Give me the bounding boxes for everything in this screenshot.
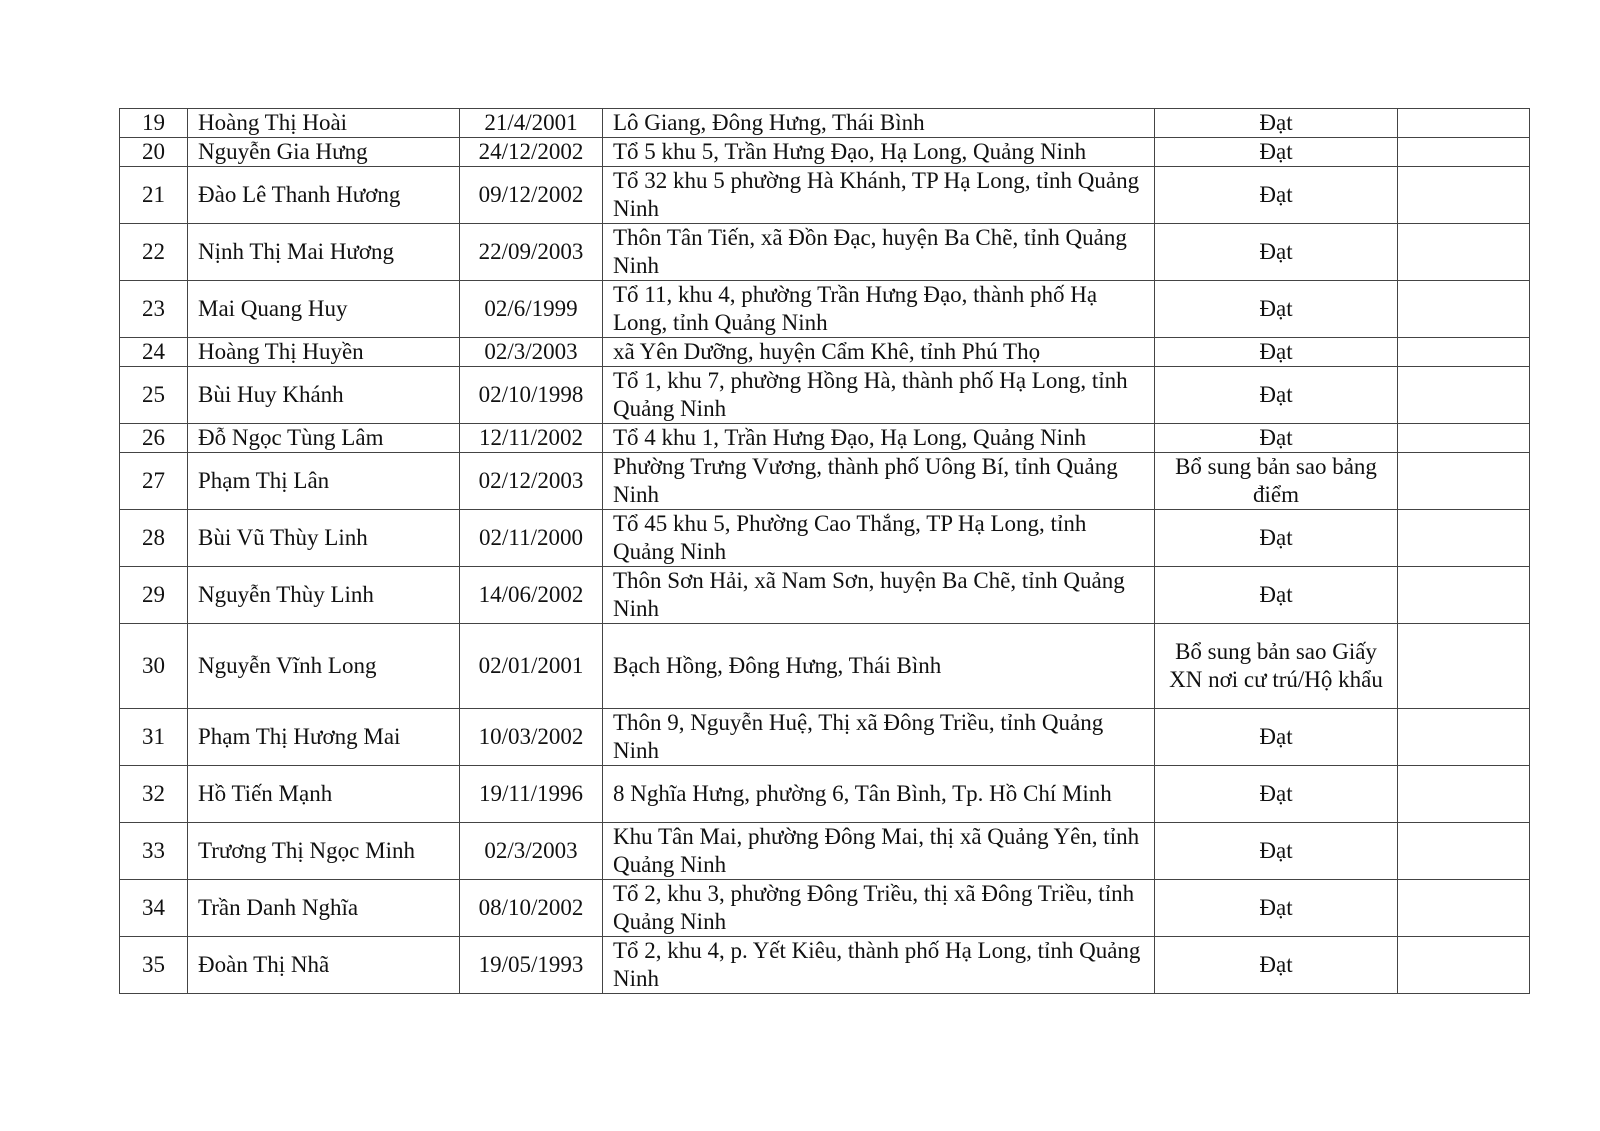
row-number: 23 — [120, 281, 188, 338]
date-of-birth: 02/01/2001 — [460, 624, 603, 709]
row-number: 33 — [120, 823, 188, 880]
address: Tổ 45 khu 5, Phường Cao Thắng, TP Hạ Long, tỉnh Quảng Ninh — [603, 510, 1155, 567]
note — [1398, 281, 1530, 338]
date-of-birth: 02/3/2003 — [460, 823, 603, 880]
date-of-birth: 02/3/2003 — [460, 338, 603, 367]
result: Đạt — [1155, 823, 1398, 880]
result: Đạt — [1155, 109, 1398, 138]
date-of-birth: 12/11/2002 — [460, 424, 603, 453]
date-of-birth: 02/6/1999 — [460, 281, 603, 338]
row-number: 24 — [120, 338, 188, 367]
note — [1398, 424, 1530, 453]
row-number: 22 — [120, 224, 188, 281]
note — [1398, 624, 1530, 709]
row-number: 25 — [120, 367, 188, 424]
full-name: Trần Danh Nghĩa — [188, 880, 460, 937]
row-number: 19 — [120, 109, 188, 138]
result: Đạt — [1155, 510, 1398, 567]
table-row — [120, 424, 1530, 453]
full-name: Hoàng Thị Huyền — [188, 338, 460, 367]
address: Thôn 9, Nguyễn Huệ, Thị xã Đông Triều, tỉnh Quảng Ninh — [603, 709, 1155, 766]
note — [1398, 937, 1530, 994]
full-name: Đoàn Thị Nhã — [188, 937, 460, 994]
date-of-birth: 09/12/2002 — [460, 167, 603, 224]
result: Đạt — [1155, 167, 1398, 224]
address: Tổ 5 khu 5, Trần Hưng Đạo, Hạ Long, Quảng Ninh — [603, 138, 1155, 167]
full-name: Phạm Thị Hương Mai — [188, 709, 460, 766]
table-row — [120, 281, 1530, 338]
table-row — [120, 937, 1530, 994]
table-row — [120, 167, 1530, 224]
date-of-birth: 14/06/2002 — [460, 567, 603, 624]
address: Lô Giang, Đông Hưng, Thái Bình — [603, 109, 1155, 138]
full-name: Bùi Huy Khánh — [188, 367, 460, 424]
table-row — [120, 338, 1530, 367]
row-number: 28 — [120, 510, 188, 567]
date-of-birth: 02/12/2003 — [460, 453, 603, 510]
table-row — [120, 510, 1530, 567]
date-of-birth: 02/10/1998 — [460, 367, 603, 424]
full-name: Hoàng Thị Hoài — [188, 109, 460, 138]
result: Đạt — [1155, 138, 1398, 167]
table-row — [120, 567, 1530, 624]
date-of-birth: 08/10/2002 — [460, 880, 603, 937]
full-name: Nguyễn Vĩnh Long — [188, 624, 460, 709]
note — [1398, 823, 1530, 880]
address: Tổ 2, khu 4, p. Yết Kiêu, thành phố Hạ Long, tỉnh Quảng Ninh — [603, 937, 1155, 994]
date-of-birth: 10/03/2002 — [460, 709, 603, 766]
full-name: Hồ Tiến Mạnh — [188, 766, 460, 823]
table-row — [120, 138, 1530, 167]
result: Đạt — [1155, 937, 1398, 994]
result: Đạt — [1155, 880, 1398, 937]
table-row — [120, 224, 1530, 281]
address: 8 Nghĩa Hưng, phường 6, Tân Bình, Tp. Hồ Chí Minh — [603, 766, 1155, 823]
row-number: 20 — [120, 138, 188, 167]
note — [1398, 766, 1530, 823]
candidate-table — [119, 108, 1530, 994]
note — [1398, 510, 1530, 567]
address: Thôn Tân Tiến, xã Đồn Đạc, huyện Ba Chẽ, tỉnh Quảng Ninh — [603, 224, 1155, 281]
address: Tổ 4 khu 1, Trần Hưng Đạo, Hạ Long, Quảng Ninh — [603, 424, 1155, 453]
result: Đạt — [1155, 567, 1398, 624]
date-of-birth: 21/4/2001 — [460, 109, 603, 138]
table-row — [120, 709, 1530, 766]
result: Đạt — [1155, 224, 1398, 281]
row-number: 29 — [120, 567, 188, 624]
address: Bạch Hồng, Đông Hưng, Thái Bình — [603, 624, 1155, 709]
date-of-birth: 19/11/1996 — [460, 766, 603, 823]
row-number: 32 — [120, 766, 188, 823]
result: Đạt — [1155, 709, 1398, 766]
date-of-birth: 19/05/1993 — [460, 937, 603, 994]
full-name: Nguyễn Gia Hưng — [188, 138, 460, 167]
row-number: 30 — [120, 624, 188, 709]
note — [1398, 567, 1530, 624]
date-of-birth: 24/12/2002 — [460, 138, 603, 167]
full-name: Nịnh Thị Mai Hương — [188, 224, 460, 281]
table-row — [120, 823, 1530, 880]
result: Bổ sung bản sao bảng điểm — [1155, 453, 1398, 510]
note — [1398, 367, 1530, 424]
address: xã Yên Dưỡng, huyện Cẩm Khê, tỉnh Phú Thọ — [603, 338, 1155, 367]
date-of-birth: 22/09/2003 — [460, 224, 603, 281]
result: Đạt — [1155, 281, 1398, 338]
address: Tổ 11, khu 4, phường Trần Hưng Đạo, thành phố Hạ Long, tỉnh Quảng Ninh — [603, 281, 1155, 338]
full-name: Đào Lê Thanh Hương — [188, 167, 460, 224]
address: Phường Trưng Vương, thành phố Uông Bí, tỉnh Quảng Ninh — [603, 453, 1155, 510]
date-of-birth: 02/11/2000 — [460, 510, 603, 567]
address: Tổ 1, khu 7, phường Hồng Hà, thành phố Hạ Long, tỉnh Quảng Ninh — [603, 367, 1155, 424]
table-row — [120, 880, 1530, 937]
row-number: 35 — [120, 937, 188, 994]
address: Tổ 32 khu 5 phường Hà Khánh, TP Hạ Long, tỉnh Quảng Ninh — [603, 167, 1155, 224]
full-name: Nguyễn Thùy Linh — [188, 567, 460, 624]
result: Bổ sung bản sao Giấy XN nơi cư trú/Hộ khẩu — [1155, 624, 1398, 709]
note — [1398, 138, 1530, 167]
full-name: Bùi Vũ Thùy Linh — [188, 510, 460, 567]
full-name: Đỗ Ngọc Tùng Lâm — [188, 424, 460, 453]
full-name: Mai Quang Huy — [188, 281, 460, 338]
row-number: 26 — [120, 424, 188, 453]
row-number: 27 — [120, 453, 188, 510]
note — [1398, 709, 1530, 766]
note — [1398, 453, 1530, 510]
note — [1398, 167, 1530, 224]
note — [1398, 109, 1530, 138]
table-row — [120, 624, 1530, 709]
row-number: 21 — [120, 167, 188, 224]
row-number: 31 — [120, 709, 188, 766]
table-row — [120, 367, 1530, 424]
table-row — [120, 766, 1530, 823]
note — [1398, 224, 1530, 281]
note — [1398, 338, 1530, 367]
full-name: Trương Thị Ngọc Minh — [188, 823, 460, 880]
result: Đạt — [1155, 338, 1398, 367]
table-row — [120, 453, 1530, 510]
result: Đạt — [1155, 424, 1398, 453]
address: Khu Tân Mai, phường Đông Mai, thị xã Quảng Yên, tỉnh Quảng Ninh — [603, 823, 1155, 880]
result: Đạt — [1155, 367, 1398, 424]
table-row — [120, 109, 1530, 138]
address: Thôn Sơn Hải, xã Nam Sơn, huyện Ba Chẽ, tỉnh Quảng Ninh — [603, 567, 1155, 624]
row-number: 34 — [120, 880, 188, 937]
address: Tổ 2, khu 3, phường Đông Triều, thị xã Đông Triều, tỉnh Quảng Ninh — [603, 880, 1155, 937]
note — [1398, 880, 1530, 937]
full-name: Phạm Thị Lân — [188, 453, 460, 510]
result: Đạt — [1155, 766, 1398, 823]
